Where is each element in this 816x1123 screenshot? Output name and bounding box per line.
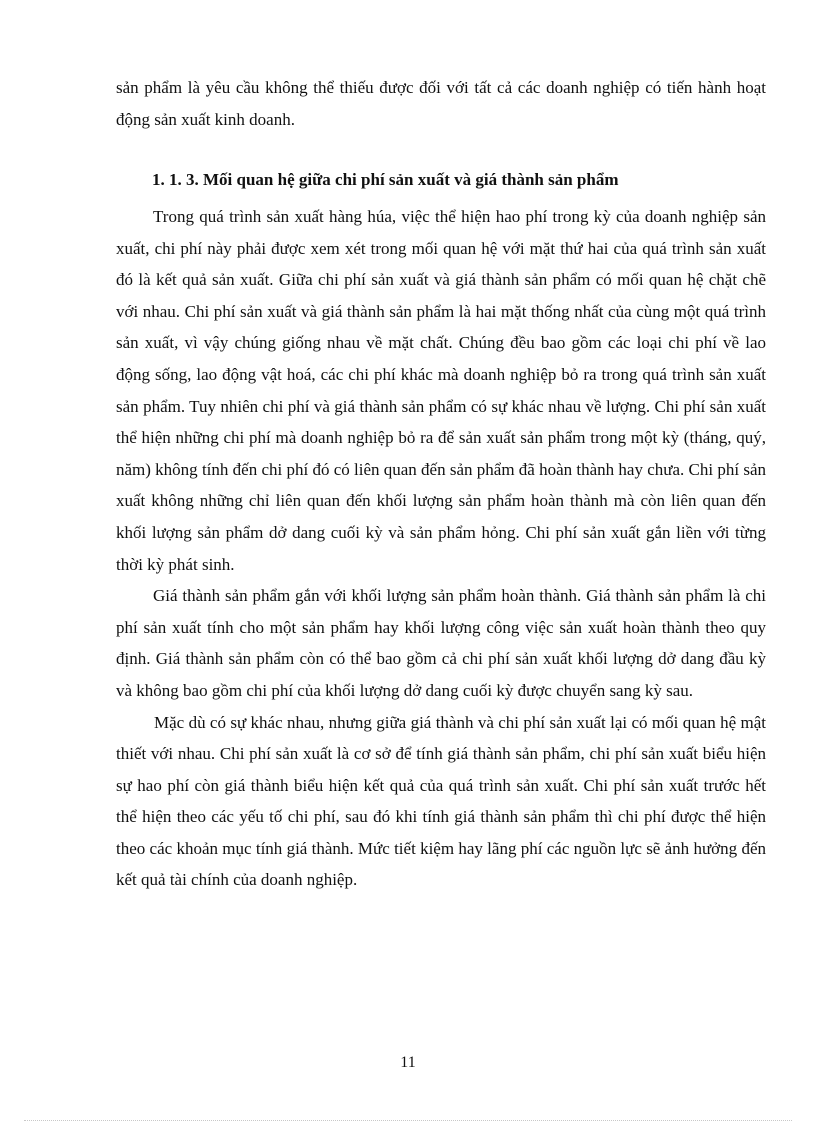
body-paragraph: Mặc dù có sự khác nhau, nhưng giữa giá thành và chi phí sản xuất lại có mối quan hệ mật thiết với nhau. Chi phí sản xuất là cơ sở để tính giá thành sản phẩm, chi phí sản xuất biểu hiện sự hao phí còn giá thành biểu hiện kết quả của quá trình sản xuất. Chi phí sản xuất trước hết thể hiện theo các yếu tố chi phí, sau đó khi tính giá thành sản phẩm thì chi phí được thể hiện theo các khoản mục tính giá thành. Mức tiết kiệm hay lãng phí các nguồn lực sẽ ảnh hưởng đến kết quả tài chính của doanh nghiệp. <box>116 712 766 890</box>
section-body <box>116 201 766 896</box>
lead-paragraph: sản phẩm là yêu cầu không thể thiếu được đối với tất cả các doanh nghiệp có tiến hành hoạt động sản xuất kinh doanh. <box>116 78 766 129</box>
body-paragraph: Giá thành sản phẩm gắn với khối lượng sản phẩm hoàn thành. Giá thành sản phẩm là chi phí sản xuất tính cho một sản phẩm hay khối lượng công việc sản xuất hoàn thành theo quy định. Giá thành sản phẩm còn có thể bao gồm cả chi phí sản xuất khối lượng dở dang đầu kỳ và không bao gồm chi phí của khối lượng dở dang cuối kỳ được chuyển sang kỳ sau. <box>116 586 766 700</box>
body-paragraph: Trong quá trình sản xuất hàng húa, việc thể hiện hao phí trong kỳ của doanh nghiệp sản xuất, chi phí này phải được xem xét trong mối quan hệ với mặt thứ hai của quá trình sản xuất đó là kết quả sản xuất. Giữa chi phí sản xuất và giá thành sản phẩm có mối quan hệ chặt chẽ với nhau. Chi phí sản xuất và giá thành sản phẩm là hai mặt thống nhất của cùng một quá trình sản xuất, vì vậy chúng giống nhau về mặt chất. Chúng đều bao gồm các loại chi phí về lao động sống, lao động vật hoá, các chi phí khác mà doanh nghiệp bỏ ra trong quá trình sản xuất sản phẩm. Tuy nhiên chi phí và giá thành sản phẩm có sự khác nhau về lượng. Chi phí sản xuất thể hiện những chi phí mà doanh nghiệp bỏ ra để sản xuất sản phẩm trong một kỳ (tháng, quý, năm) không tính đến chi phí đó có liên quan đến sản phẩm đã hoàn thành hay chưa. Chi phí sản xuất không những chỉ liên quan đến khối lượng sản phẩm hoàn thành mà còn liên quan đến khối lượng sản phẩm dở dang cuối kỳ và sản phẩm hỏng. Chi phí sản xuất gắn liền với từng thời kỳ phát sinh. <box>116 207 766 574</box>
page-bottom-divider <box>24 1120 792 1121</box>
section-heading: 1. 1. 3. Mối quan hệ giữa chi phí sản xuất và giá thành sản phẩm <box>152 170 619 189</box>
page-number: 11 <box>400 1054 416 1071</box>
